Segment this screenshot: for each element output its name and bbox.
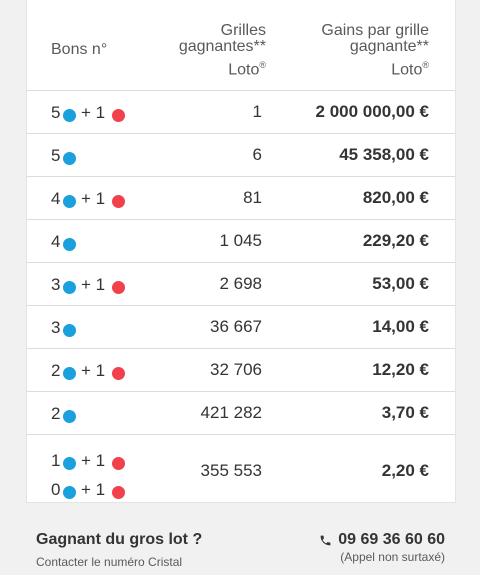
table-row <box>27 91 455 134</box>
combination-line <box>51 356 125 385</box>
phone-number: 09 69 36 60 60 <box>338 531 445 548</box>
winning-grids-count: 81 <box>243 188 262 207</box>
gain-amount: 14,00 € <box>372 317 429 336</box>
gain-amount: 3,70 € <box>381 403 429 422</box>
numbers-count: 4 <box>51 231 61 251</box>
results-table <box>26 0 456 503</box>
header-grilles-label: Grilles gagnantes** <box>178 22 266 55</box>
gain-amount: 2 000 000,00 € <box>315 102 429 121</box>
red-ball-icon <box>112 281 125 294</box>
plus-chance: + 1 <box>81 450 106 470</box>
plus-chance: + 1 <box>81 188 106 208</box>
combination <box>51 141 76 170</box>
blue-ball-icon <box>63 152 76 165</box>
numbers-count: 3 <box>51 317 61 337</box>
combination <box>51 98 125 127</box>
header-gains <box>309 23 429 78</box>
combination <box>51 446 125 504</box>
red-ball-icon <box>112 367 125 380</box>
table-row <box>27 392 455 435</box>
blue-ball-icon <box>63 367 76 380</box>
numbers-count: 0 <box>51 479 61 499</box>
winning-grids-count: 6 <box>252 145 262 164</box>
numbers-count: 4 <box>51 188 61 208</box>
combination-line <box>51 446 125 475</box>
gain-amount: 820,00 € <box>362 188 429 207</box>
combination <box>51 313 76 342</box>
table-row <box>27 220 455 263</box>
numbers-count: 5 <box>51 145 61 165</box>
table-row <box>27 263 455 306</box>
jackpot-subtitle: Contacter le numéro Cristal <box>36 555 183 569</box>
combination <box>51 270 125 299</box>
numbers-count: 1 <box>51 450 61 470</box>
combination-line <box>51 313 76 342</box>
red-ball-icon <box>112 109 125 122</box>
red-ball-icon <box>112 486 125 499</box>
plus-chance: + 1 <box>81 102 106 122</box>
numbers-count: 2 <box>51 360 61 380</box>
plus-chance: + 1 <box>81 274 106 294</box>
combination-line <box>51 184 125 213</box>
combination-line <box>51 227 76 256</box>
numbers-count: 3 <box>51 274 61 294</box>
winning-grids-count: 1 <box>252 102 262 121</box>
winning-grids-count: 32 706 <box>210 360 262 379</box>
header-grilles <box>166 23 266 78</box>
table-row <box>27 435 455 506</box>
blue-ball-icon <box>63 109 76 122</box>
phone-note: (Appel non surtaxé) <box>340 550 445 564</box>
blue-ball-icon <box>63 281 76 294</box>
winning-grids-count: 355 553 <box>200 460 262 480</box>
combination-line <box>51 475 125 504</box>
combination <box>51 399 76 428</box>
gain-amount: 12,20 € <box>372 360 429 379</box>
blue-ball-icon <box>63 324 76 337</box>
blue-ball-icon <box>63 238 76 251</box>
combination <box>51 227 76 256</box>
gain-amount: 229,20 € <box>362 231 429 250</box>
phone-link[interactable] <box>319 531 445 549</box>
table-row <box>27 177 455 220</box>
combination <box>51 356 125 385</box>
jackpot-info <box>36 531 202 569</box>
combination-line <box>51 141 76 170</box>
combination-line <box>51 399 76 428</box>
numbers-count: 5 <box>51 102 61 122</box>
red-ball-icon <box>112 457 125 470</box>
phone-icon <box>319 534 332 547</box>
blue-ball-icon <box>63 195 76 208</box>
combination <box>51 184 125 213</box>
table-row <box>27 306 455 349</box>
numbers-count: 2 <box>51 403 61 423</box>
table-row <box>27 349 455 392</box>
combination-line <box>51 270 125 299</box>
blue-ball-icon <box>63 410 76 423</box>
red-ball-icon <box>112 195 125 208</box>
combination-line <box>51 98 125 127</box>
contact-info <box>319 531 445 564</box>
table-row <box>27 134 455 177</box>
plus-chance: + 1 <box>81 479 106 499</box>
header-gains-label: Gains par grille gagnante** <box>321 22 429 55</box>
gain-amount: 2,20 € <box>381 460 429 480</box>
winning-grids-count: 36 667 <box>210 317 262 336</box>
blue-ball-icon <box>63 486 76 499</box>
table-header <box>27 0 455 91</box>
header-gains-brand: Loto® <box>391 60 429 79</box>
jackpot-title: Gagnant du gros lot ? <box>36 531 203 548</box>
blue-ball-icon <box>63 457 76 470</box>
plus-chance: + 1 <box>81 360 106 380</box>
header-bons: Bons n° <box>51 41 108 58</box>
winning-grids-count: 421 282 <box>200 403 262 422</box>
gain-amount: 45 358,00 € <box>339 145 429 164</box>
winning-grids-count: 2 698 <box>219 274 262 293</box>
gain-amount: 53,00 € <box>372 274 429 293</box>
header-grilles-brand: Loto® <box>228 60 266 79</box>
table-body <box>27 91 455 506</box>
winning-grids-count: 1 045 <box>219 231 262 250</box>
